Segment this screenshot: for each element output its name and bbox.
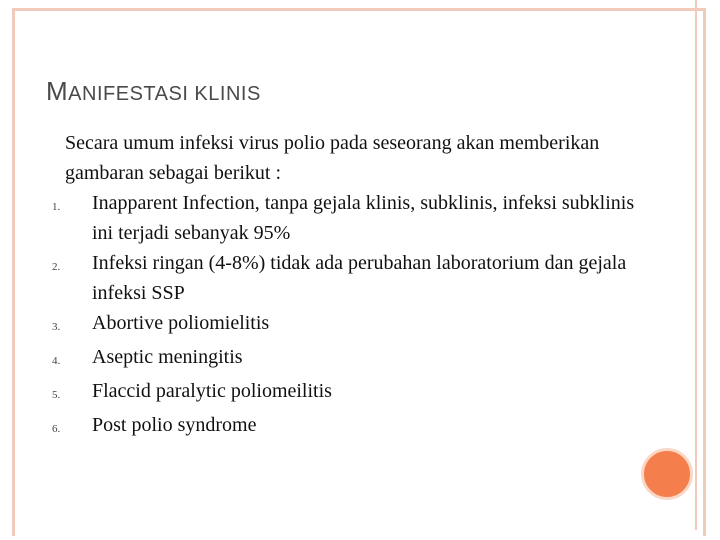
list-text: Flaccid paralytic poliomeilitis — [92, 380, 332, 402]
accent-circle — [641, 448, 693, 500]
list-text: Aseptic meningitis — [92, 346, 243, 368]
list-number: 2. — [52, 261, 61, 273]
list-number: 1. — [52, 201, 61, 213]
list-text: Infeksi ringan (4-8%) tidak ada perubahan laboratorium dan gejala infeksi SSP — [92, 252, 627, 304]
title-initial: M — [46, 76, 69, 106]
frame-right-line — [695, 0, 697, 530]
list-number: 5. — [52, 389, 61, 401]
list-item — [46, 342, 646, 376]
list-text: Inapparent Infection, tanpa gejala klinis, subklinis, infeksi subklinis ini terjadi sebanyak 95% — [92, 192, 635, 244]
intro-text: Secara umum infeksi virus polio pada seseorang akan memberikan gambaran sebagai berikut : — [65, 132, 600, 184]
list-item — [46, 376, 646, 410]
list-number: 6. — [52, 423, 61, 435]
title-rest: ANIFESTASI KLINIS — [68, 83, 261, 105]
list-number: 4. — [52, 355, 61, 367]
list-item — [46, 248, 646, 308]
list-item — [46, 188, 646, 248]
list-number: 3. — [52, 321, 61, 333]
list-text: Post polio syndrome — [92, 414, 257, 436]
slide-body — [46, 128, 646, 444]
slide-title — [46, 76, 261, 107]
list-text: Abortive poliomielitis — [92, 312, 270, 334]
list-item — [46, 410, 646, 444]
list-item — [46, 308, 646, 342]
